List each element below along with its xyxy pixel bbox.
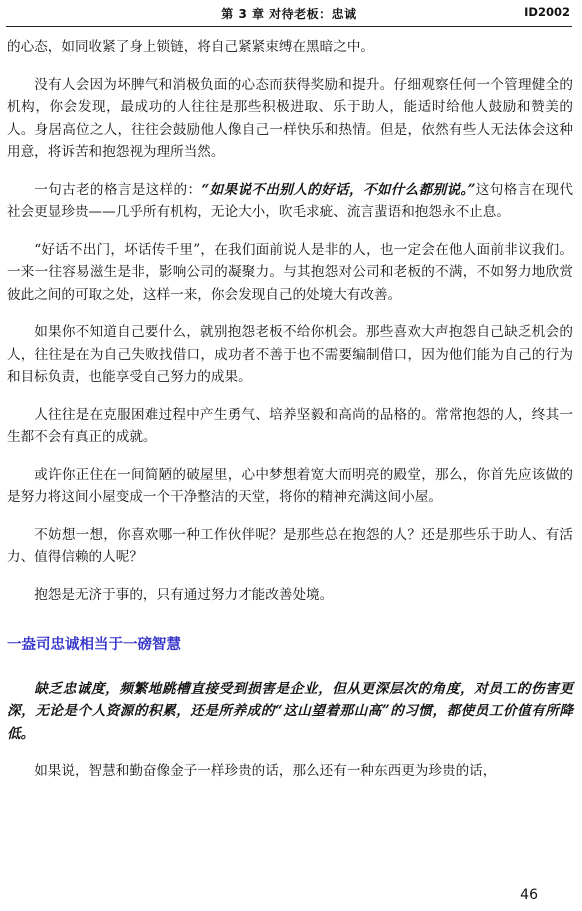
section-lead: 缺乏忠诚度，频繁地跳槽直接受到损害是企业，但从更深层次的角度，对员工的伤害更深，无论是个人资源的积累，还是所养成的“这山望着那山高”的习惯，都使员工价值有所降低。 xyxy=(7,680,573,742)
paragraph: 不妨想一想，你喜欢哪一种工作伙伴呢？是那些总在抱怨的人？还是那些乐于助人、有活力、值得信赖的人呢？ xyxy=(7,526,573,565)
page-body xyxy=(7,36,573,798)
proverb-quote: “如果说不出别人的好话，不如什么都别说。” xyxy=(201,181,476,198)
paragraph: 或许你正住在一间简陋的破屋里，心中梦想着宽大而明亮的殿堂，那么，你首先应该做的是努力将这间小屋变成一个干净整洁的天堂，将你的精神充满这间小屋。 xyxy=(7,466,573,505)
paragraph-continuation: 的心态，如同收紧了身上锁链，将自己紧紧束缚在黑暗之中。 xyxy=(7,39,375,55)
section-heading: 一盎司忠诚相当于一磅智慧 xyxy=(7,637,181,653)
paragraph: “好话不出门，坏话传千里”，在我们面前说人是非的人，也一定会在他人面前非议我们。一来一往容易滋生是非，影响公司的凝聚力。与其抱怨对公司和老板的不满，不如努力地欣赏彼此之间的可取之处，这样一来，你会发现自己的处境大有改善。 xyxy=(7,241,573,303)
paragraph-text: 这句格言在现代社会更显珍贵——几乎所有机构，无论大小，吹毛求疵、流言蜚语和抱怨永不止息。 xyxy=(7,181,573,220)
document-id: ID2002 xyxy=(524,5,570,19)
paragraph: 人往往是在克服困难过程中产生勇气、培养坚毅和高尚的品格的。常常抱怨的人，终其一生都不会有真正的成就。 xyxy=(7,406,573,445)
paragraph: 没有人会因为坏脾气和消极负面的心态而获得奖励和提升。仔细观察任何一个管理健全的机构，你会发现，最成功的人往往是那些积极进取、乐于助人，能适时给他人鼓励和赞美的人。身居高位之人，往往会鼓励他人像自己一样快乐和热情。但是，依然有些人无法体会这种用意，将诉苦和抱怨视为理所当然。 xyxy=(7,76,573,160)
paragraph: 抱怨是无济于事的，只有通过努力才能改善处境。 xyxy=(34,586,334,603)
page-header xyxy=(6,0,572,27)
paragraph: 如果你不知道自己要什么，就别抱怨老板不给你机会。那些喜欢大声抱怨自己缺乏机会的人，往往是在为自己失败找借口，成功者不善于也不需要编制借口，因为他们能为自己的行为和目标负责，也能享受自己努力的成果。 xyxy=(7,324,573,385)
paragraph-with-quote xyxy=(7,179,573,224)
chapter-title: 第 3 章 对待老板：忠诚 xyxy=(221,7,357,21)
paragraph-text: 一句古老的格言是这样的： xyxy=(34,181,202,198)
paragraph: 如果说，智慧和勤奋像金子一样珍贵的话，那么还有一种东西更为珍贵的话， xyxy=(34,763,497,779)
page-number: 46 xyxy=(520,887,538,903)
